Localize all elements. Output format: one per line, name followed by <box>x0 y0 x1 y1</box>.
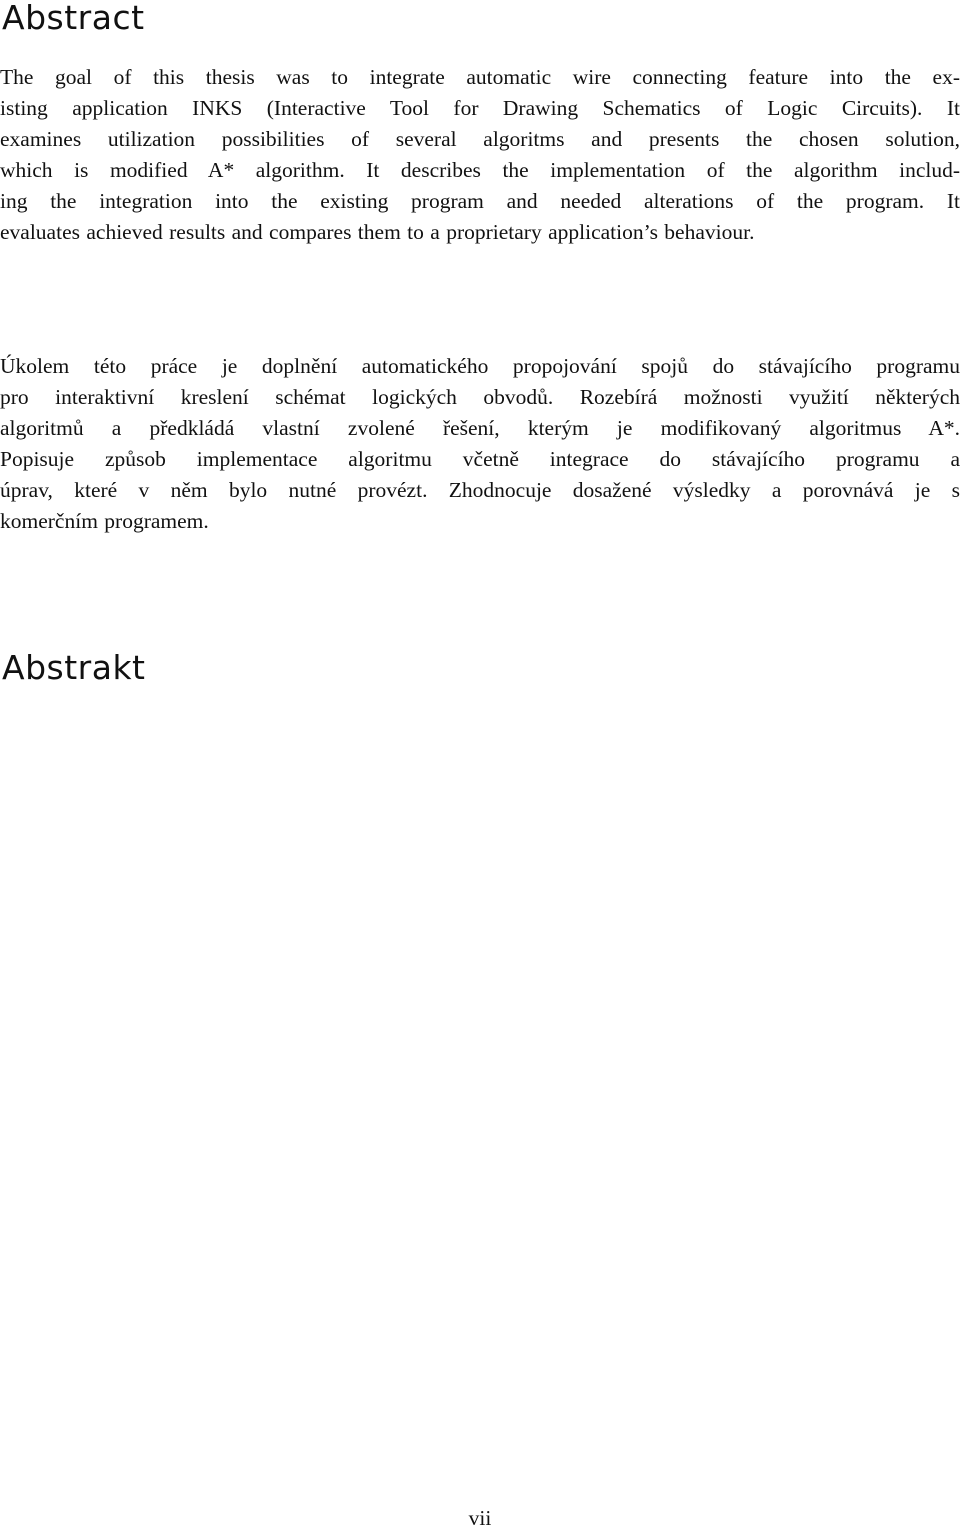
abstrakt-heading: Abstrakt <box>2 648 146 687</box>
abstract-line: examines utilization possibilities of several algoritms and presents the chosen solution, <box>0 127 960 151</box>
abstrakt-line: algoritmů a předkládá vlastní zvolené řešení, kterým je modifikovaný algoritmus A*. <box>0 416 960 440</box>
abstrakt-line: Popisuje způsob implementace algoritmu včetně integrace do stávajícího programu a <box>0 447 960 471</box>
abstract-heading: Abstract <box>2 0 145 37</box>
abstract-line: The goal of this thesis was to integrate automatic wire connecting feature into the ex- <box>0 65 960 89</box>
abstrakt-line: úprav, které v něm bylo nutné provézt. Zhodnocuje dosažené výsledky a porovnává je s <box>0 478 960 502</box>
abstract-line: evaluates achieved results and compares them to a proprietary application’s behaviour. <box>0 220 755 244</box>
abstrakt-line: Úkolem této práce je doplnění automatického propojování spojů do stávajícího programu <box>0 354 960 378</box>
abstrakt-paragraph <box>0 351 960 537</box>
abstract-line: isting application INKS (Interactive Tool for Drawing Schematics of Logic Circuits). It <box>0 96 960 120</box>
abstrakt-line: komerčním programem. <box>0 509 209 533</box>
abstract-line: ing the integration into the existing program and needed alterations of the program. It <box>0 189 960 213</box>
abstrakt-line: pro interaktivní kreslení schémat logických obvodů. Rozebírá možnosti využití některých <box>0 385 960 409</box>
page-number: vii <box>468 1506 492 1530</box>
abstract-line: which is modified A* algorithm. It describes the implementation of the algorithm includ- <box>0 158 960 182</box>
abstract-paragraph <box>0 62 960 248</box>
